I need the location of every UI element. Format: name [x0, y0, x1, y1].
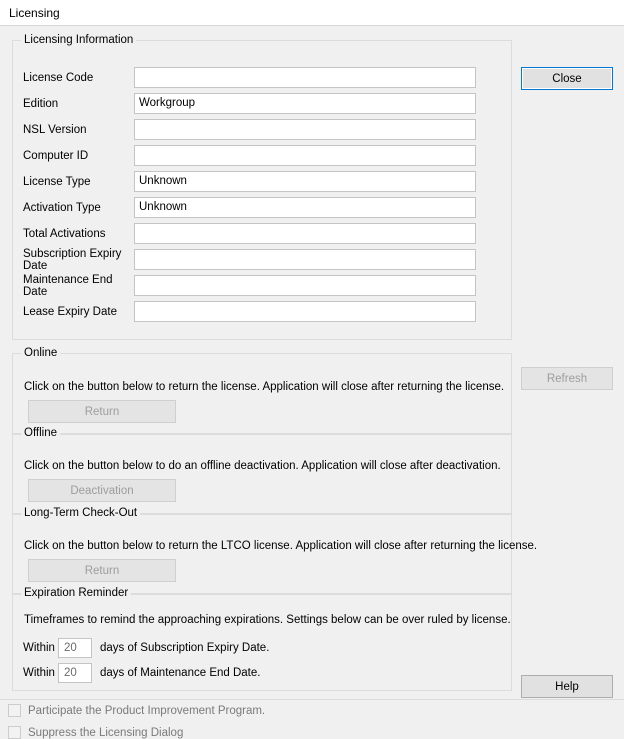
label-license-type: License Type	[23, 175, 91, 188]
input-license-code[interactable]	[134, 67, 476, 88]
field-row-computer-id	[12, 145, 512, 166]
input-subscription-expiry-date[interactable]	[134, 249, 476, 270]
field-row-subscription-expiry-date	[12, 249, 512, 270]
label-nsl-version: NSL Version	[23, 123, 87, 136]
label-maintenance-end-date: Maintenance End Date	[23, 273, 113, 298]
licensing-information-legend: Licensing Information	[21, 34, 136, 46]
dialog-content	[0, 26, 624, 739]
online-description: Click on the button below to return the license. Application will close after returning the license.	[24, 381, 505, 393]
online-return-button[interactable]: Return	[28, 400, 176, 423]
ltco-return-button[interactable]: Return	[28, 559, 176, 582]
field-row-lease-expiry-date	[12, 301, 512, 322]
input-activation-type[interactable]: Unknown	[134, 197, 476, 218]
label-total-activations: Total Activations	[23, 227, 106, 240]
suppress-licensing-dialog-checkbox[interactable]	[8, 726, 21, 739]
footer-divider	[0, 699, 624, 700]
offline-deactivation-button[interactable]: Deactivation	[28, 479, 176, 502]
label-lease-expiry-date: Lease Expiry Date	[23, 305, 117, 318]
window-title: Licensing	[9, 5, 60, 20]
field-row-nsl-version	[12, 119, 512, 140]
input-maintenance-end-date[interactable]	[134, 275, 476, 296]
participate-improvement-program-checkbox[interactable]	[8, 704, 21, 717]
subscription-reminder-suffix: days of Subscription Expiry Date.	[100, 642, 270, 654]
field-row-edition	[12, 93, 512, 114]
help-button[interactable]: Help	[521, 675, 613, 698]
input-edition[interactable]: Workgroup	[134, 93, 476, 114]
maintenance-reminder-suffix: days of Maintenance End Date.	[100, 667, 261, 679]
close-button[interactable]: Close	[521, 67, 613, 90]
suppress-licensing-dialog-row[interactable]	[8, 726, 183, 739]
field-row-activation-type	[12, 197, 512, 218]
participate-improvement-program-row[interactable]	[8, 704, 265, 717]
suppress-licensing-dialog-label: Suppress the Licensing Dialog	[28, 726, 184, 739]
offline-group	[12, 427, 512, 515]
field-row-total-activations	[12, 223, 512, 244]
ltco-legend: Long-Term Check-Out	[21, 507, 140, 519]
online-legend: Online	[21, 347, 60, 359]
subscription-reminder-prefix: Within	[23, 642, 55, 654]
input-nsl-version[interactable]	[134, 119, 476, 140]
field-row-license-code	[12, 67, 512, 88]
subscription-reminder-row	[12, 638, 269, 658]
label-license-code: License Code	[23, 71, 94, 84]
subscription-reminder-days-input[interactable]: 20	[58, 638, 92, 658]
field-row-license-type	[12, 171, 512, 192]
window-titlebar	[0, 0, 624, 26]
label-activation-type: Activation Type	[23, 201, 101, 214]
expiration-reminder-description: Timeframes to remind the approaching expirations. Settings below can be over ruled by license.	[24, 614, 511, 626]
input-lease-expiry-date[interactable]	[134, 301, 476, 322]
maintenance-reminder-days-input[interactable]: 20	[58, 663, 92, 683]
label-subscription-expiry-date: Subscription Expiry Date	[23, 247, 122, 272]
ltco-description: Click on the button below to return the LTCO license. Application will close after returning the license.	[24, 540, 538, 552]
field-row-maintenance-end-date	[12, 275, 512, 296]
expiration-reminder-legend: Expiration Reminder	[21, 587, 131, 599]
participate-improvement-program-label: Participate the Product Improvement Program.	[28, 704, 266, 717]
ltco-group	[12, 507, 512, 595]
input-computer-id[interactable]	[134, 145, 476, 166]
maintenance-reminder-row	[12, 663, 260, 683]
label-computer-id: Computer ID	[23, 149, 89, 162]
input-license-type[interactable]: Unknown	[134, 171, 476, 192]
refresh-button[interactable]: Refresh	[521, 367, 613, 390]
label-edition: Edition	[23, 97, 59, 110]
input-total-activations[interactable]	[134, 223, 476, 244]
offline-legend: Offline	[21, 427, 60, 439]
offline-description: Click on the button below to do an offline deactivation. Application will close after deactivation.	[24, 460, 501, 472]
maintenance-reminder-prefix: Within	[23, 667, 55, 679]
